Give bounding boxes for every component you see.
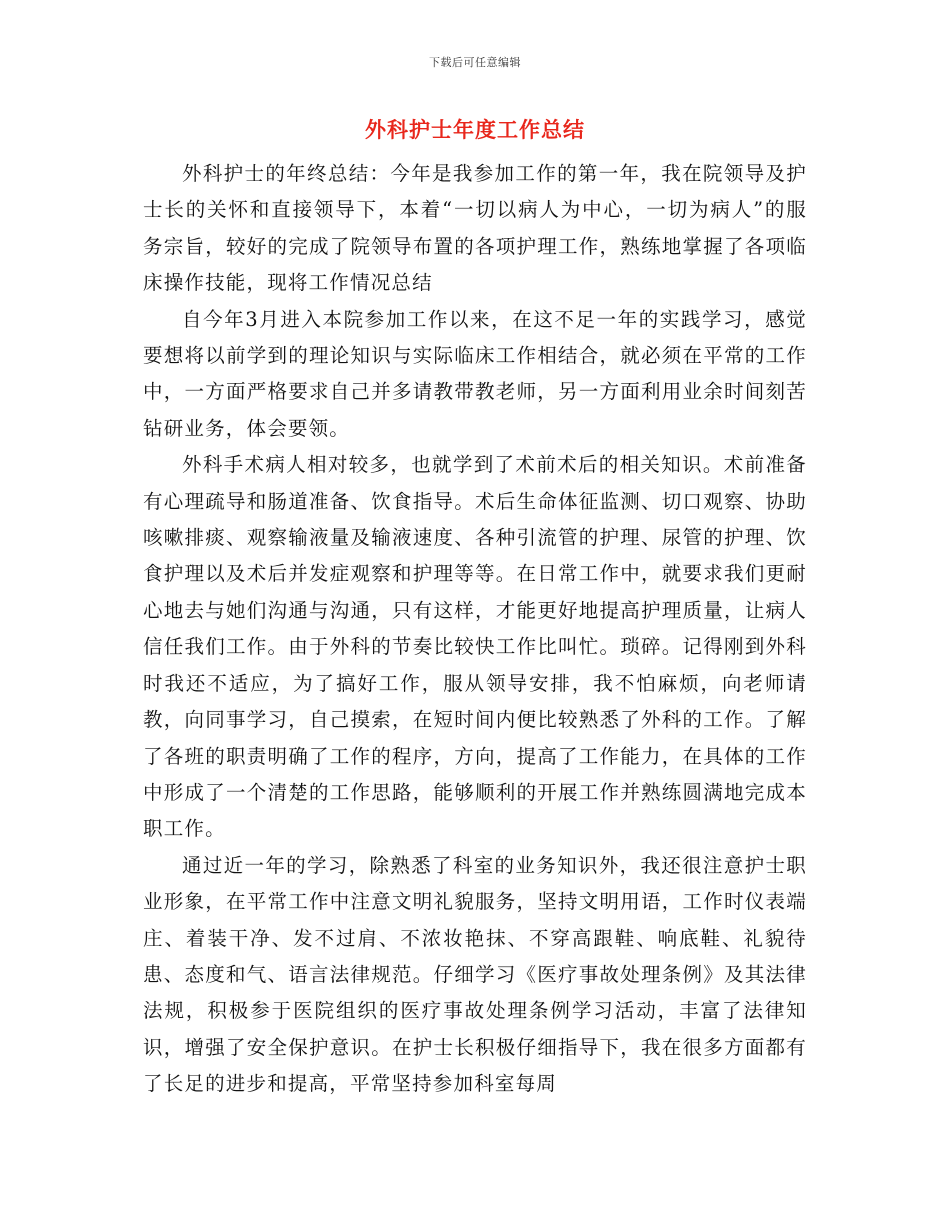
- document-body: [143, 156, 807, 1103]
- paragraph-intro: 外科护士的年终总结：今年是我参加工作的第一年，我在院领导及护士长的关怀和直接领导下，本着“一切以病人为中心，一切为病人”的服务宗旨，较好的完成了院领导布置的各项护理工作，熟练地掌握了各项临床操作技能，现将工作情况总结: [143, 162, 807, 295]
- paragraph-surgical-care: 外科手术病人相对较多，也就学到了术前术后的相关知识。术前准备有心理疏导和肠道准备、饮食指导。术后生命体征监测、切口观察、协助咳嗽排痰、观察输液量及输液速度、各种引流管的护理、尿管的护理、饮食护理以及术后并发症观察和护理等等。在日常工作中，就要求我们更耐心地去与她们沟通与沟通，只有这样，才能更好地提高护理质量，让病人信任我们工作。由于外科的节奏比较快工作比叫忙。琐碎。记得刚到外科时我还不适应，为了搞好工作，服从领导安排，我不怕麻烦，向老师请教，向同事学习，自己摸索，在短时间内便比较熟悉了外科的工作。了解了各班的职责明确了工作的程序，方向，提高了工作能力，在具体的工作中形成了一个清楚的工作思路，能够顺利的开展工作并熟练圆满地完成本职工作。: [143, 453, 807, 841]
- document-title: 外科护士年度工作总结: [365, 117, 585, 142]
- paragraph-professional-image: 通过近一年的学习，除熟悉了科室的业务知识外，我还很注意护士职业形象，在平常工作中注意文明礼貌服务，坚持文明用语，工作时仪表端庄、着装干净、发不过肩、不浓妆艳抹、不穿高跟鞋、响底鞋、礼貌待患、态度和气、语言法律规范。仔细学习《医疗事故处理条例》及其法律法规，积极参于医院组织的医疗事故处理条例学习活动，丰富了法律知识，增强了安全保护意识。在护士长积极仔细指导下，我在很多方面都有了长足的进步和提高，平常坚持参加科室每周: [143, 853, 807, 1096]
- header-note: 下载后可任意编辑: [429, 56, 521, 69]
- paragraph-learning: 自今年3月进入本院参加工作以来，在这不足一年的实践学习，感觉要想将以前学到的理论知识与实际临床工作相结合，就必须在平常的工作中，一方面严格要求自己并多请教带教老师，另一方面利用业余时间刻苦钻研业务，体会要领。: [143, 307, 807, 440]
